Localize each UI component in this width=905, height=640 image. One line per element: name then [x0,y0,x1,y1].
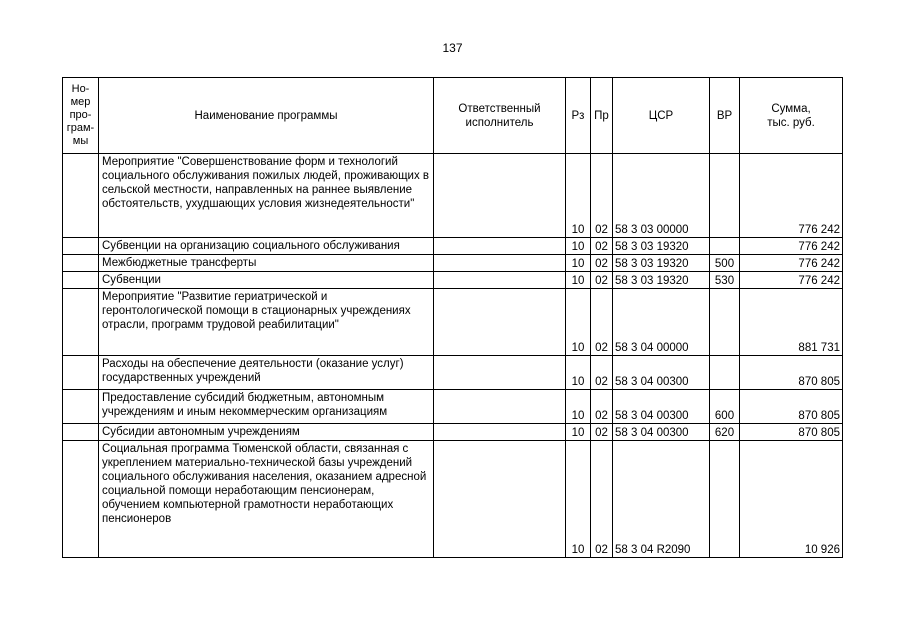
row-program-name: Субсидии автономным учреждениям [99,424,434,441]
row-pr: 02 [591,441,613,558]
header-program-name: Наименование программы [99,78,434,154]
row-responsible [434,255,566,272]
table-row [63,289,843,356]
row-vr [710,238,740,255]
row-sum: 776 242 [740,255,843,272]
row-csr: 58 3 03 19320 [613,255,710,272]
row-rz: 10 [566,441,591,558]
row-sum: 10 926 [740,441,843,558]
row-rz: 10 [566,289,591,356]
row-program-number [63,255,99,272]
row-pr: 02 [591,289,613,356]
row-csr: 58 3 04 00300 [613,424,710,441]
row-vr: 500 [710,255,740,272]
row-responsible [434,272,566,289]
row-rz: 10 [566,424,591,441]
row-rz: 10 [566,390,591,424]
row-program-number [63,390,99,424]
row-responsible [434,154,566,238]
row-program-number [63,441,99,558]
row-program-name: Субвенции [99,272,434,289]
row-program-name: Мероприятие "Совершенствование форм и технологий социального обслуживания пожилых людей, проживающих в сельской местности, направленных на раннее выявление обстоятельств, ухудшающих условия жизнедеятельности" [99,154,434,238]
row-program-number [63,356,99,390]
row-pr: 02 [591,390,613,424]
row-rz: 10 [566,255,591,272]
row-rz: 10 [566,356,591,390]
row-vr [710,441,740,558]
row-program-name: Социальная программа Тюменской области, связанная с укреплением материально-технической базы учреждений социального обслуживания населения, оказанием адресной социальной помощи неработающим пенсионерам, обучением компьютерной грамотности неработающих пенсионеров [99,441,434,558]
header-pr: Пр [591,78,613,154]
row-sum: 870 805 [740,424,843,441]
row-responsible [434,238,566,255]
row-rz: 10 [566,272,591,289]
row-sum: 776 242 [740,272,843,289]
row-sum: 776 242 [740,238,843,255]
row-program-name: Расходы на обеспечение деятельности (оказание услуг) государственных учреждений [99,356,434,390]
row-vr: 620 [710,424,740,441]
header-row [63,78,843,154]
header-vr: ВР [710,78,740,154]
row-pr: 02 [591,238,613,255]
row-pr: 02 [591,424,613,441]
table-row [63,390,843,424]
row-pr: 02 [591,272,613,289]
row-csr: 58 3 04 R2090 [613,441,710,558]
row-vr: 600 [710,390,740,424]
row-responsible [434,441,566,558]
row-csr: 58 3 04 00000 [613,289,710,356]
row-responsible [434,424,566,441]
budget-table [62,77,843,558]
row-sum: 870 805 [740,356,843,390]
row-responsible [434,289,566,356]
row-program-number [63,289,99,356]
row-program-number [63,424,99,441]
row-vr [710,289,740,356]
row-sum: 776 242 [740,154,843,238]
page-number: 137 [442,41,463,55]
row-responsible [434,390,566,424]
row-pr: 02 [591,356,613,390]
row-vr [710,154,740,238]
row-program-name: Предоставление субсидий бюджетным, автономным учреждениям и иным некоммерческим организациям [99,390,434,424]
header-rz: Рз [566,78,591,154]
table-row [63,154,843,238]
row-csr: 58 3 03 19320 [613,238,710,255]
row-csr: 58 3 04 00300 [613,390,710,424]
row-rz: 10 [566,238,591,255]
header-csr: ЦСР [613,78,710,154]
row-csr: 58 3 03 00000 [613,154,710,238]
row-vr: 530 [710,272,740,289]
table-row [63,424,843,441]
row-responsible [434,356,566,390]
row-sum: 881 731 [740,289,843,356]
header-program-number: Но- мер про- грам- мы [63,78,99,154]
row-pr: 02 [591,255,613,272]
row-csr: 58 3 04 00300 [613,356,710,390]
table-row [63,255,843,272]
row-csr: 58 3 03 19320 [613,272,710,289]
table-row [63,356,843,390]
row-rz: 10 [566,154,591,238]
table-row [63,238,843,255]
row-program-name: Межбюджетные трансферты [99,255,434,272]
table-row [63,272,843,289]
row-pr: 02 [591,154,613,238]
row-vr [710,356,740,390]
row-sum: 870 805 [740,390,843,424]
row-program-number [63,272,99,289]
header-responsible: Ответственный исполнитель [434,78,566,154]
table-row [63,441,843,558]
row-program-name: Субвенции на организацию социального обслуживания [99,238,434,255]
row-program-name: Мероприятие "Развитие гериатрической и геронтологической помощи в стационарных учреждениях отрасли, программ трудовой реабилитации" [99,289,434,356]
row-program-number [63,238,99,255]
header-sum: Сумма, тыс. руб. [740,78,843,154]
row-program-number [63,154,99,238]
